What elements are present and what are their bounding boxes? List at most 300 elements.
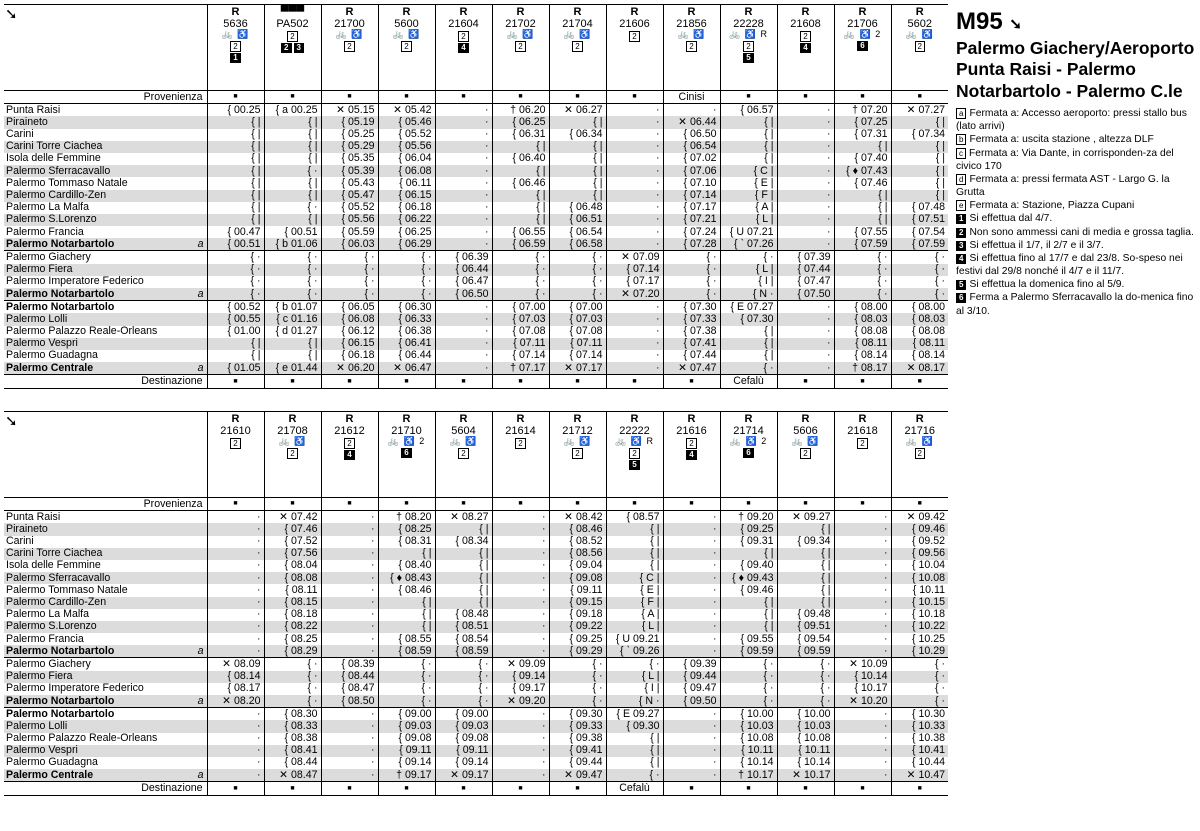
note-2-marker — [722, 40, 776, 52]
time-cell: · — [663, 745, 720, 757]
time-cell: · — [321, 536, 378, 548]
note-2-marker — [665, 437, 719, 449]
note-2-marker — [323, 40, 377, 52]
header-corner — [4, 5, 207, 91]
station-label: Palermo Notarbartolo — [6, 288, 115, 300]
time-cell: { 06.22 — [378, 214, 435, 226]
arrival-marker: a — [197, 238, 204, 250]
station-label: Palermo Cardillo-Zen — [6, 189, 107, 202]
train-header — [777, 412, 834, 498]
time-cell: { | — [720, 129, 777, 141]
note-2-badge: 2 — [401, 41, 411, 52]
time-cell: · — [207, 597, 264, 609]
time-cell: { · — [321, 251, 378, 264]
time-cell: { 00.47 — [207, 226, 264, 238]
time-cell: · — [777, 165, 834, 177]
time-cell: · — [321, 609, 378, 621]
time-cell: { 08.51 — [435, 621, 492, 633]
time-cell: { 09.30 — [549, 708, 606, 721]
time-cell: { · — [891, 658, 948, 671]
train-header — [264, 5, 321, 91]
note-item — [956, 278, 1196, 291]
note-2-badge: 2 — [915, 448, 925, 459]
note-2-badge: 2 — [915, 41, 925, 52]
time-cell: { | — [549, 190, 606, 202]
time-cell: · — [663, 104, 720, 117]
time-cell: { 07.48 — [891, 202, 948, 214]
note-2-marker — [209, 40, 263, 52]
time-cell: · — [492, 572, 549, 584]
time-cell: · — [834, 536, 891, 548]
station-label: Punta Raisi — [6, 510, 61, 523]
note-markers — [209, 52, 263, 63]
time-cell: { · — [891, 288, 948, 301]
time-cell: { 07.14 — [549, 350, 606, 362]
time-cell: { · — [378, 288, 435, 301]
line-info-panel — [956, 8, 1196, 318]
train-header — [492, 5, 549, 91]
time-cell: { 08.04 — [264, 560, 321, 572]
destinazione-cell: ■ — [777, 375, 834, 388]
time-cell: { d 01.27 — [264, 326, 321, 338]
time-cell: { 06.04 — [378, 153, 435, 165]
note-2-marker — [608, 447, 662, 459]
train-number: 21700 — [334, 17, 365, 30]
time-cell: { 08.46 — [549, 523, 606, 535]
time-cell: { | — [264, 116, 321, 128]
time-cell: { | — [492, 202, 549, 214]
station-name — [4, 129, 207, 141]
time-cell: { 10.08 — [720, 733, 777, 745]
time-cell: · — [777, 362, 834, 375]
time-cell: { F | — [720, 190, 777, 202]
destinazione-cell: ■ — [549, 375, 606, 388]
destinazione-cell: Cefalù — [606, 782, 663, 795]
train-number: 21604 — [448, 17, 479, 30]
time-cell: { · — [777, 683, 834, 695]
time-cell: { · — [720, 251, 777, 264]
train-icon: R — [744, 413, 753, 425]
service-icons: 🚲 ♿ — [278, 436, 307, 447]
provenienza-cell: ■ — [777, 91, 834, 104]
note-2-badge: 2 — [572, 448, 582, 459]
time-cell: ✕ 10.20 — [834, 695, 891, 708]
time-cell: { | — [720, 350, 777, 362]
station-name — [4, 560, 207, 572]
train-header — [321, 412, 378, 498]
time-cell: · — [321, 560, 378, 572]
time-cell: { · — [264, 683, 321, 695]
time-cell: { 08.44 — [321, 671, 378, 683]
time-cell: · — [777, 238, 834, 251]
time-cell: { 08.33 — [264, 720, 321, 732]
service-icons: 🚲 ♿ R — [615, 436, 654, 447]
note-markers — [722, 52, 776, 63]
time-cell: · — [777, 202, 834, 214]
time-cell: { 06.12 — [321, 326, 378, 338]
train-icon: R — [402, 6, 411, 18]
train-number: 21618 — [847, 424, 878, 437]
train-number: 21716 — [904, 424, 936, 437]
station-name — [4, 597, 207, 609]
time-cell: { 06.08 — [321, 313, 378, 325]
time-cell: { 09.50 — [663, 695, 720, 708]
time-cell: { 06.44 — [435, 264, 492, 276]
time-cell: { 10.03 — [720, 720, 777, 732]
note-2-badge: 2 — [686, 41, 696, 52]
time-cell: { 09.00 — [378, 708, 435, 721]
time-cell: ✕ 08.20 — [207, 695, 264, 708]
time-cell: { 05.46 — [378, 116, 435, 128]
station-name — [4, 645, 207, 658]
time-cell: · — [777, 214, 834, 226]
time-cell: { 08.44 — [264, 757, 321, 769]
provenienza-cell: ■ — [549, 498, 606, 511]
time-cell: { · — [663, 251, 720, 264]
time-cell: · — [777, 177, 834, 189]
time-cell: { 10.44 — [891, 757, 948, 769]
provenienza-cell: ■ — [321, 91, 378, 104]
time-cell: · — [321, 597, 378, 609]
time-cell: { 07.00 — [549, 301, 606, 314]
time-cell: { · — [663, 288, 720, 301]
time-cell: · — [207, 584, 264, 596]
train-header — [720, 5, 777, 91]
note-number-badge: 6 — [956, 293, 966, 303]
note-text: Fermata a: pressi fermata AST - Largo G. la Grutta — [956, 173, 1170, 199]
time-cell: ✕ 07.17 — [549, 362, 606, 375]
train-icon: R — [915, 413, 924, 425]
note-number-badge: 2 — [956, 228, 966, 238]
time-cell: · — [435, 202, 492, 214]
station-name — [4, 621, 207, 633]
time-cell: { · — [378, 683, 435, 695]
time-cell: { 07.08 — [492, 326, 549, 338]
note-number-badge: 1 — [956, 214, 966, 224]
time-cell: { F | — [606, 597, 663, 609]
time-cell: { 06.54 — [549, 226, 606, 238]
station-label: Palermo Guadagna — [6, 349, 98, 362]
train-icon: R — [858, 6, 867, 18]
time-cell: † 08.17 — [834, 362, 891, 375]
station-name — [4, 633, 207, 645]
provenienza-cell: ■ — [663, 498, 720, 511]
train-number: 21706 — [847, 17, 878, 30]
time-cell: · — [435, 326, 492, 338]
station-label: Piraineto — [6, 116, 48, 128]
station-label: Palermo Lolli — [6, 313, 68, 325]
station-label: Piraineto — [6, 523, 48, 535]
station-name — [4, 226, 207, 238]
time-cell: · — [207, 633, 264, 645]
time-cell: · — [606, 238, 663, 251]
provenienza-cell: ■ — [378, 91, 435, 104]
service-icons: 🚲 ♿ — [677, 29, 706, 40]
destinazione-label: Destinazione — [4, 375, 207, 388]
provenienza-cell: ■ — [891, 498, 948, 511]
time-cell: { | — [264, 190, 321, 202]
time-cell: { 07.40 — [834, 153, 891, 165]
time-cell: { 08.11 — [891, 338, 948, 350]
bus-icon: ▀▀▀ — [280, 6, 305, 18]
time-cell: · — [207, 560, 264, 572]
station-name — [4, 301, 207, 314]
time-cell: { L | — [606, 671, 663, 683]
time-cell: · — [435, 362, 492, 375]
time-cell: { 07.28 — [663, 238, 720, 251]
note-item — [956, 173, 1196, 199]
time-cell: { · — [264, 658, 321, 671]
train-icon: R — [288, 413, 297, 425]
time-cell: { L | — [720, 214, 777, 226]
provenienza-cell: ■ — [378, 498, 435, 511]
time-cell: · — [663, 572, 720, 584]
destinazione-cell: ■ — [321, 782, 378, 795]
train-icon: R — [345, 6, 354, 18]
time-cell: { 05.35 — [321, 153, 378, 165]
time-cell: { 09.48 — [777, 609, 834, 621]
destinazione-cell: ■ — [435, 375, 492, 388]
time-cell: · — [777, 338, 834, 350]
time-cell: · — [663, 536, 720, 548]
note-badge: 4 — [458, 43, 468, 53]
train-header — [777, 5, 834, 91]
time-cell: · — [321, 511, 378, 524]
time-cell: { 05.56 — [378, 141, 435, 153]
time-cell: { | — [720, 116, 777, 128]
time-cell: { 09.22 — [549, 621, 606, 633]
time-cell: { | — [606, 523, 663, 535]
time-cell: { 09.11 — [549, 584, 606, 596]
time-cell: · — [321, 745, 378, 757]
time-cell: { 07.24 — [663, 226, 720, 238]
train-number: 21702 — [505, 17, 536, 30]
time-cell: { e 01.44 — [264, 362, 321, 375]
time-cell: { 09.08 — [549, 572, 606, 584]
time-cell: { 10.14 — [834, 671, 891, 683]
station-label: Palermo Imperatore Federico — [6, 275, 144, 288]
time-cell: { U 07.21 — [720, 226, 777, 238]
time-cell: { 07.38 — [663, 326, 720, 338]
note-number-badge: 3 — [956, 241, 966, 251]
service-icons: 🚲 ♿ 2 — [387, 436, 426, 447]
time-cell: { | — [549, 153, 606, 165]
note-2-marker — [266, 30, 320, 42]
time-cell: { 10.14 — [720, 757, 777, 769]
time-cell: · — [207, 572, 264, 584]
time-cell: ✕ 06.44 — [663, 116, 720, 128]
time-cell: · — [834, 733, 891, 745]
time-cell: { · — [264, 165, 321, 177]
time-cell: { · — [777, 695, 834, 708]
time-cell: { L | — [606, 621, 663, 633]
note-2-badge: 2 — [686, 438, 696, 449]
time-cell: { 10.08 — [777, 733, 834, 745]
time-cell: · — [663, 584, 720, 596]
time-cell: { 06.15 — [378, 190, 435, 202]
time-cell: { 07.14 — [606, 264, 663, 276]
time-cell: { · — [435, 671, 492, 683]
time-cell: { 10.00 — [720, 708, 777, 721]
time-cell: · — [492, 584, 549, 596]
station-label: Palermo Cardillo-Zen — [6, 596, 107, 609]
time-cell: · — [435, 313, 492, 325]
time-cell: { | — [891, 153, 948, 165]
time-cell: { | — [207, 214, 264, 226]
train-header — [378, 5, 435, 91]
time-cell: { · — [207, 251, 264, 264]
time-cell: { | — [891, 190, 948, 202]
time-cell: · — [207, 511, 264, 524]
time-cell: { 08.11 — [834, 338, 891, 350]
time-cell: · — [435, 350, 492, 362]
time-cell: { 09.25 — [720, 523, 777, 535]
note-2-badge: 2 — [629, 31, 639, 42]
note-2-badge: 2 — [572, 41, 582, 52]
time-cell: { 06.39 — [435, 251, 492, 264]
train-number: 21710 — [391, 424, 422, 437]
time-cell: { | — [264, 141, 321, 153]
time-cell: { 00.51 — [264, 226, 321, 238]
time-cell: { 09.17 — [492, 683, 549, 695]
service-icons: 🚲 ♿ 2 — [729, 436, 768, 447]
time-cell: { 10.14 — [777, 757, 834, 769]
arrival-marker: a — [197, 288, 204, 300]
time-cell: { · — [891, 251, 948, 264]
time-cell: · — [435, 214, 492, 226]
station-label: Palermo La Malfa — [6, 608, 90, 621]
station-label: Palermo Giachery — [6, 250, 91, 263]
time-cell: { 05.43 — [321, 177, 378, 189]
time-cell: { 10.22 — [891, 621, 948, 633]
note-letter-badge: b — [956, 134, 966, 145]
time-cell: · — [777, 129, 834, 141]
time-cell: { ` 09.26 — [606, 645, 663, 658]
train-header — [606, 5, 663, 91]
train-header — [435, 5, 492, 91]
time-cell: { 07.55 — [834, 226, 891, 238]
arrival-marker: a — [197, 769, 204, 781]
provenienza-cell: ■ — [834, 498, 891, 511]
time-cell: ✕ 09.09 — [492, 658, 549, 671]
time-cell: { | — [720, 141, 777, 153]
time-cell: ✕ 07.20 — [606, 288, 663, 301]
time-cell: { A | — [720, 202, 777, 214]
provenienza-cell: ■ — [606, 91, 663, 104]
time-cell: { | — [435, 584, 492, 596]
destinazione-cell: ■ — [492, 782, 549, 795]
time-cell: { 10.18 — [891, 609, 948, 621]
time-cell: ✕ 07.47 — [663, 362, 720, 375]
time-cell: · — [834, 560, 891, 572]
station-name — [4, 757, 207, 769]
time-cell: · — [435, 190, 492, 202]
station-label: Palermo Centrale — [6, 362, 94, 374]
time-cell: { 06.08 — [378, 165, 435, 177]
train-number: 21616 — [676, 424, 707, 437]
destinazione-cell: ■ — [549, 782, 606, 795]
time-cell: { 10.33 — [891, 720, 948, 732]
time-cell: ✕ 10.47 — [891, 769, 948, 782]
station-label: Punta Raisi — [6, 103, 61, 116]
direction-arrow-icon: ➘ — [5, 413, 18, 430]
station-label: Palermo Francia — [6, 226, 84, 238]
time-cell: { · — [891, 671, 948, 683]
time-cell: { | — [549, 116, 606, 128]
time-cell: { | — [435, 597, 492, 609]
time-cell: { 05.25 — [321, 129, 378, 141]
station-label: Palermo S.Lorenzo — [6, 620, 97, 633]
time-cell: · — [777, 313, 834, 325]
train-icon: R — [516, 413, 525, 425]
time-cell: { | — [720, 609, 777, 621]
time-cell: { | — [207, 338, 264, 350]
note-letter-badge: a — [956, 108, 966, 119]
time-cell: { · — [891, 264, 948, 276]
train-icon: R — [516, 6, 525, 18]
service-icons: 🚲 ♿ — [791, 436, 820, 447]
note-item — [956, 212, 1196, 225]
train-header — [606, 412, 663, 498]
time-cell: { 09.30 — [606, 720, 663, 732]
time-cell: { 10.29 — [891, 645, 948, 658]
time-cell: · — [435, 116, 492, 128]
time-cell: { | — [549, 165, 606, 177]
time-cell: ✕ 09.47 — [549, 769, 606, 782]
note-2-badge: 2 — [230, 438, 240, 449]
station-label: Palermo Fiera — [6, 263, 73, 276]
station-name — [4, 190, 207, 202]
time-cell: † 09.20 — [720, 511, 777, 524]
time-cell: { 01.00 — [207, 326, 264, 338]
note-2-marker — [380, 40, 434, 52]
time-cell: { 09.46 — [891, 523, 948, 535]
time-cell: { 09.40 — [720, 560, 777, 572]
note-2-marker — [437, 447, 491, 459]
time-cell: { 05.52 — [378, 129, 435, 141]
time-cell: · — [606, 326, 663, 338]
time-cell: · — [777, 141, 834, 153]
time-cell: { 08.54 — [435, 633, 492, 645]
time-cell: { 07.03 — [492, 313, 549, 325]
time-cell: · — [435, 177, 492, 189]
time-cell: { 06.57 — [720, 104, 777, 117]
time-cell: † 06.20 — [492, 104, 549, 117]
time-cell: { 06.50 — [435, 288, 492, 301]
note-2-badge: 2 — [515, 438, 525, 449]
destinazione-cell: ■ — [264, 782, 321, 795]
time-cell: { 09.54 — [777, 633, 834, 645]
time-cell: { 07.47 — [777, 276, 834, 288]
time-cell: { | — [834, 202, 891, 214]
station-name — [4, 251, 207, 264]
time-cell: { 08.52 — [549, 536, 606, 548]
time-cell: { | — [207, 129, 264, 141]
provenienza-label: Provenienza — [4, 91, 207, 104]
time-cell: · — [777, 226, 834, 238]
note-2-marker — [209, 437, 263, 449]
time-cell: { C | — [720, 165, 777, 177]
note-markers — [665, 449, 719, 460]
train-header — [492, 412, 549, 498]
time-cell: { · — [207, 276, 264, 288]
note-2-marker — [608, 30, 662, 42]
train-header — [207, 5, 264, 91]
time-cell: { | — [606, 757, 663, 769]
timetable-upper — [4, 4, 948, 389]
train-icon: R — [858, 413, 867, 425]
note-2-badge: 2 — [515, 41, 525, 52]
